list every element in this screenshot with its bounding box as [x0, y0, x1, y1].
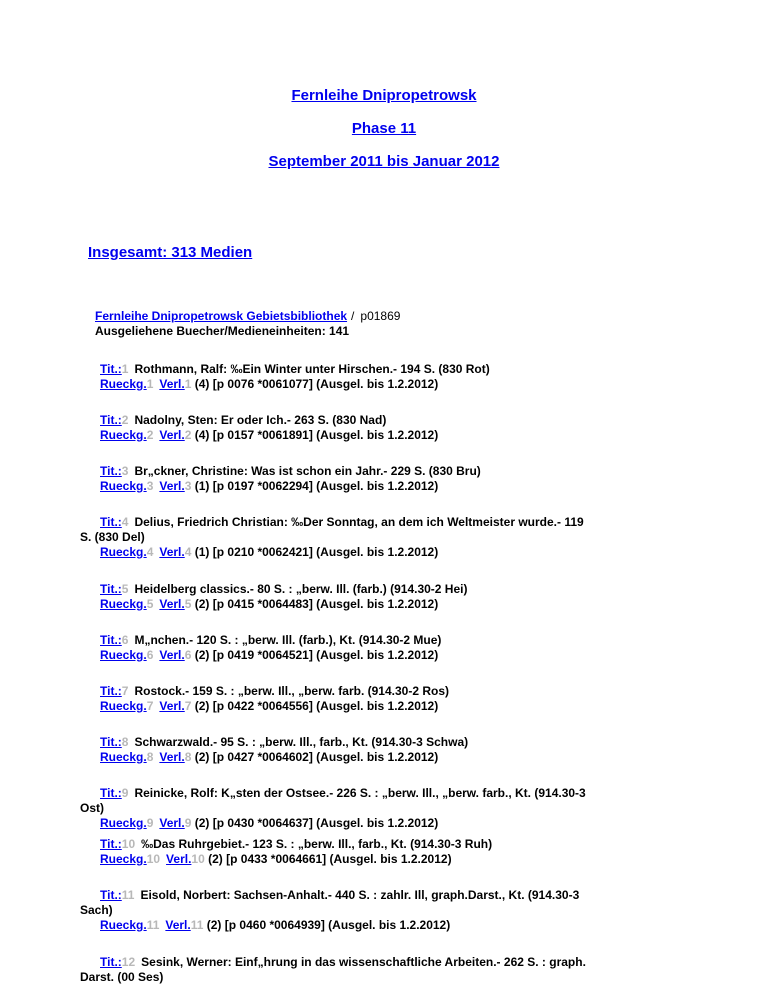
library-code: p01869 [360, 309, 401, 323]
entry-title: ‰Das Ruhrgebiet.- 123 S. : „berw. Ill., farb., Kt. (914.30-3 Ruh) [141, 837, 493, 851]
tit-number: 7 [121, 684, 129, 698]
list-item [80, 464, 690, 494]
loan-row [80, 597, 690, 612]
tit-link[interactable]: Tit.: [100, 837, 122, 851]
library-separator: / [351, 309, 355, 323]
document-title-text: Fernleihe Dnipropetrowsk [291, 87, 477, 104]
entry-title: Reinicke, Rolf: K„sten der Ostsee.- 226 S. : „berw. Ill., „berw. farb., Kt. (914.30-3 [134, 786, 586, 800]
entry-title: Sesink, Werner: Einf„hrung in das wissenschaftliche Arbeiten.- 262 S. : graph. [141, 955, 586, 969]
tit-number: 1 [121, 362, 129, 376]
verl-number: 7 [184, 699, 192, 713]
rueckg-number: 1 [146, 377, 154, 391]
entry-title-continuation: Sach) [80, 903, 113, 917]
rueckg-link[interactable]: Rueckg. [100, 545, 147, 559]
loan-row [80, 377, 690, 392]
loan-details: (1) [p 0210 *0062421] (Ausgel. bis 1.2.2012) [194, 545, 439, 559]
title-row [80, 837, 492, 851]
list-item [80, 413, 690, 443]
loan-row [80, 852, 690, 867]
rueckg-link[interactable]: Rueckg. [100, 699, 147, 713]
loan-row [80, 750, 690, 765]
title-row [80, 735, 468, 749]
loan-details: (4) [p 0076 *0061077] (Ausgel. bis 1.2.2012) [194, 377, 439, 391]
verl-link[interactable]: Verl. [159, 648, 185, 662]
tit-link[interactable]: Tit.: [100, 362, 122, 376]
loan-details: (2) [p 0433 *0064661] (Ausgel. bis 1.2.2012) [208, 852, 452, 866]
verl-number: 11 [190, 918, 204, 932]
tit-link[interactable]: Tit.: [100, 582, 122, 596]
verl-link[interactable]: Verl. [166, 852, 192, 866]
tit-number: 12 [121, 955, 136, 969]
document-title[interactable] [0, 87, 768, 105]
entry-title: Rostock.- 159 S. : „berw. Ill., „berw. farb. (914.30-2 Ros) [134, 684, 450, 698]
tit-number: 4 [121, 515, 129, 529]
rueckg-number: 7 [146, 699, 154, 713]
total-media-heading[interactable]: Insgesamt: 313 Medien [88, 244, 253, 261]
rueckg-link[interactable]: Rueckg. [100, 918, 147, 932]
title-row [80, 684, 449, 698]
tit-link[interactable]: Tit.: [100, 786, 122, 800]
tit-number: 9 [121, 786, 129, 800]
entry-title: M„nchen.- 120 S. : „berw. Ill. (farb.), Kt. (914.30-2 Mue) [134, 633, 442, 647]
rueckg-number: 3 [146, 479, 154, 493]
list-item [80, 786, 690, 831]
tit-number: 3 [121, 464, 129, 478]
verl-link[interactable]: Verl. [165, 918, 191, 932]
list-item [80, 735, 690, 765]
entry-title: Nadolny, Sten: Er oder Ich.- 263 S. (830 Nad) [134, 413, 387, 427]
period-title[interactable] [0, 153, 768, 171]
tit-number: 5 [121, 582, 129, 596]
verl-number: 8 [184, 750, 192, 764]
verl-number: 10 [191, 852, 205, 866]
list-item [80, 515, 690, 560]
title-row [80, 362, 490, 376]
tit-link[interactable]: Tit.: [100, 684, 122, 698]
loan-row [80, 648, 690, 663]
verl-link[interactable]: Verl. [159, 377, 185, 391]
loan-row [80, 699, 690, 714]
verl-number: 5 [184, 597, 192, 611]
verl-link[interactable]: Verl. [159, 750, 185, 764]
tit-number: 11 [121, 888, 135, 902]
rueckg-link[interactable]: Rueckg. [100, 852, 147, 866]
title-row [80, 464, 481, 478]
period-title-text: September 2011 bis Januar 2012 [268, 153, 500, 170]
title-row [80, 888, 579, 902]
loan-row [80, 918, 690, 933]
loan-details: (2) [p 0415 *0064483] (Ausgel. bis 1.2.2012) [194, 597, 439, 611]
rueckg-number: 8 [146, 750, 154, 764]
entry-title-continuation: Ost) [80, 801, 104, 815]
rueckg-link[interactable]: Rueckg. [100, 479, 147, 493]
verl-link[interactable]: Verl. [159, 816, 185, 830]
entry-title-continuation: S. (830 Del) [80, 530, 145, 544]
verl-link[interactable]: Verl. [159, 479, 185, 493]
tit-link[interactable]: Tit.: [100, 633, 122, 647]
entry-title: Heidelberg classics.- 80 S. : „berw. Ill. (farb.) (914.30-2 Hei) [134, 582, 468, 596]
verl-number: 9 [184, 816, 192, 830]
verl-link[interactable]: Verl. [159, 699, 185, 713]
loan-row [80, 816, 690, 831]
entry-title: Delius, Friedrich Christian: ‰Der Sonntag, an dem ich Weltmeister wurde.- 119 [134, 515, 584, 529]
verl-link[interactable]: Verl. [159, 428, 185, 442]
tit-number: 6 [121, 633, 129, 647]
loan-row [80, 428, 690, 443]
entry-title-continuation: Darst. (00 Ses) [80, 970, 164, 984]
rueckg-link[interactable]: Rueckg. [100, 816, 147, 830]
list-item [80, 684, 690, 714]
tit-link[interactable]: Tit.: [100, 735, 122, 749]
tit-link[interactable]: Tit.: [100, 888, 122, 902]
verl-number: 6 [184, 648, 192, 662]
library-name-link[interactable]: Fernleihe Dnipropetrowsk Gebietsbibliothek [95, 309, 348, 323]
list-item [80, 633, 690, 663]
phase-title-text: Phase 11 [351, 120, 417, 137]
loan-details: (2) [p 0460 *0064939] (Ausgel. bis 1.2.2012) [206, 918, 451, 932]
loaned-count: Ausgeliehene Buecher/Medieneinheiten: 141 [95, 324, 350, 338]
loan-details: (2) [p 0422 *0064556] (Ausgel. bis 1.2.2012) [194, 699, 439, 713]
list-item [80, 955, 690, 985]
rueckg-link[interactable]: Rueckg. [100, 750, 147, 764]
tit-link[interactable]: Tit.: [100, 464, 122, 478]
phase-title[interactable] [0, 120, 768, 138]
title-row [80, 582, 467, 596]
rueckg-number: 2 [146, 428, 154, 442]
loan-row [80, 479, 690, 494]
verl-number: 4 [184, 545, 192, 559]
list-item [80, 888, 690, 933]
tit-link[interactable]: Tit.: [100, 413, 122, 427]
loan-details: (4) [p 0157 *0061891] (Ausgel. bis 1.2.2012) [194, 428, 439, 442]
list-item [80, 582, 690, 612]
entry-title: Eisold, Norbert: Sachsen-Anhalt.- 440 S. : zahlr. Ill, graph.Darst., Kt. (914.30-3 [140, 888, 580, 902]
loan-details: (2) [p 0427 *0064602] (Ausgel. bis 1.2.2012) [194, 750, 439, 764]
list-item [80, 837, 690, 867]
tit-link[interactable]: Tit.: [100, 955, 122, 969]
verl-link[interactable]: Verl. [159, 545, 185, 559]
rueckg-number: 4 [146, 545, 154, 559]
rueckg-number: 5 [146, 597, 154, 611]
entry-title: Schwarzwald.- 95 S. : „berw. Ill., farb., Kt. (914.30-3 Schwa) [134, 735, 469, 749]
loan-details: (1) [p 0197 *0062294] (Ausgel. bis 1.2.2012) [194, 479, 439, 493]
title-row [80, 633, 441, 647]
title-row [80, 413, 386, 427]
verl-number: 3 [184, 479, 192, 493]
rueckg-link[interactable]: Rueckg. [100, 597, 147, 611]
title-row [80, 786, 586, 800]
library-block [95, 309, 695, 339]
rueckg-number: 10 [146, 852, 161, 866]
rueckg-number: 9 [146, 816, 154, 830]
rueckg-link[interactable]: Rueckg. [100, 377, 147, 391]
tit-number: 2 [121, 413, 129, 427]
rueckg-number: 6 [146, 648, 154, 662]
loan-row [80, 545, 690, 560]
verl-link[interactable]: Verl. [159, 597, 185, 611]
tit-link[interactable]: Tit.: [100, 515, 122, 529]
list-item [80, 362, 690, 392]
tit-number: 8 [121, 735, 129, 749]
tit-number: 10 [121, 837, 136, 851]
entry-title: Rothmann, Ralf: ‰Ein Winter unter Hirschen.- 194 S. (830 Rot) [134, 362, 490, 376]
loan-details: (2) [p 0419 *0064521] (Ausgel. bis 1.2.2012) [194, 648, 439, 662]
loan-details: (2) [p 0430 *0064637] (Ausgel. bis 1.2.2012) [194, 816, 439, 830]
entry-title: Br„ckner, Christine: Was ist schon ein Jahr.- 229 S. (830 Bru) [134, 464, 481, 478]
rueckg-link[interactable]: Rueckg. [100, 648, 147, 662]
title-row [80, 515, 584, 529]
verl-number: 1 [184, 377, 192, 391]
rueckg-link[interactable]: Rueckg. [100, 428, 147, 442]
title-row [80, 955, 586, 969]
rueckg-number: 11 [146, 918, 160, 932]
verl-number: 2 [184, 428, 192, 442]
